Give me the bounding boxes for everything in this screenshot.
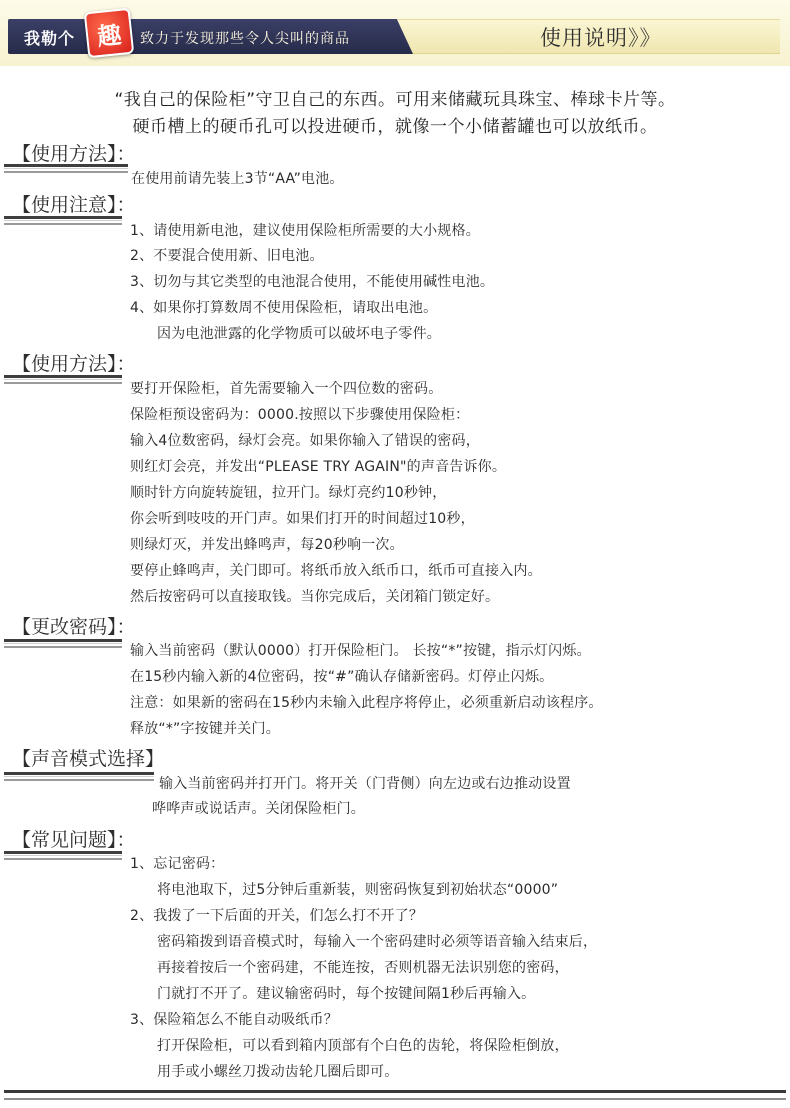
faq-line: 门就打不开了。建议输密码时，每个按键间隔1秒后再输入。 <box>157 986 536 1002</box>
section-heading-notes: 【使用注意】： <box>12 194 136 216</box>
password-line: 输入当前密码（默认0000）打开保险柜门。 长按“*”按键，指示灯闪烁。 <box>130 643 591 659</box>
section-heading-usage: 【使用方法】： <box>12 143 136 165</box>
section-rule <box>4 639 122 648</box>
intro-line-2: 硬币槽上的硬币孔可以投进硬币，就像一个小储蓄罐也可以放纸币。 <box>132 117 658 137</box>
usage-step-line: 你会听到吱吱的开门声。如果们打开的时间超过10秒， <box>130 511 475 527</box>
usage-step-line: 要停止蜂鸣声，关门即可。将纸币放入纸币口，纸币可直接入内。 <box>130 563 542 579</box>
faq-line: 3、保险箱怎么不能自动吸纸币？ <box>130 1012 338 1028</box>
faq-line: 1、忘记密码： <box>130 856 225 872</box>
intro-line-1: “我自己的保险柜”守卫自己的东西。可用来储藏玩具珠宝、棒球卡片等。 <box>114 90 676 110</box>
sound-line: 哗哗声或说话声。关闭保险柜门。 <box>152 801 365 817</box>
usage-step-line: 然后按密码可以直接取钱。当你完成后，关闭箱门锁定好。 <box>130 589 500 605</box>
faq-line: 2、我拨了一下后面的开关，们怎么打不开了？ <box>130 908 424 924</box>
section-rule <box>4 375 122 384</box>
password-line: 注意：如果新的密码在15秒内未输入此程序将停止，必须重新启动该程序。 <box>130 695 603 711</box>
faq-line: 将电池取下，过5分钟后重新装，则密码恢复到初始状态“0000” <box>157 882 559 898</box>
sound-line: 输入当前密码并打开门。将开关（门背侧）向左边或右边推动设置 <box>159 776 571 792</box>
notes-line: 2、不要混合使用新、旧电池。 <box>130 248 324 264</box>
notes-line: 4、如果你打算数周不使用保险柜，请取出电池。 <box>130 300 438 316</box>
notes-line: 1、请使用新电池，建议使用保险柜所需要的大小规格。 <box>130 223 480 239</box>
tagline: 致力于发现那些令人尖叫的商品 <box>140 31 350 47</box>
section-rule <box>4 164 128 173</box>
faq-line: 再接着按后一个密码建，不能连按，否则机器无法识别您的密码， <box>157 960 569 976</box>
usage-step-line: 输入4位数密码，绿灯会亮。如果你输入了错误的密码， <box>130 433 480 449</box>
usage-step-line: 要打开保险柜，首先需要输入一个四位数的密码。 <box>130 381 443 397</box>
section-heading-change-password: 【更改密码】： <box>12 616 136 638</box>
fun-badge-text: 趣 <box>95 20 123 51</box>
usage-line: 在使用前请先装上3节“AA”电池。 <box>131 171 344 187</box>
section-heading-usage-steps: 【使用方法】： <box>12 353 136 375</box>
section-heading-faq: 【常见问题】： <box>12 829 136 851</box>
notes-line: 3、切勿与其它类型的电池混合使用，不能使用碱性电池。 <box>130 274 495 290</box>
notes-line: 因为电池泄露的化学物质可以破坏电子零件。 <box>157 326 441 342</box>
usage-step-line: 则绿灯灭，并发出蜂鸣声，每20秒响一次。 <box>130 537 404 553</box>
faq-line: 密码箱拨到语音模式时，每输入一个密码建时必须等语音输入结束后， <box>157 934 598 950</box>
usage-step-line: 则红灯会亮，并发出“PLEASE TRY AGAIN"的声音告诉你。 <box>130 459 507 475</box>
section-rule <box>4 851 122 860</box>
header-banner <box>0 0 790 66</box>
brand-name: 我勒个 <box>24 29 76 48</box>
section-rule <box>4 216 122 225</box>
password-line: 在15秒内输入新的4位密码，按“#”确认存储新密码。灯停止闪烁。 <box>130 669 554 685</box>
manual-title: 使用说明》》 <box>540 26 662 50</box>
section-heading-sound-mode: 【声音模式选择】 <box>12 748 165 770</box>
faq-line: 打开保险柜，可以看到箱内顶部有个白色的齿轮，将保险柜倒放， <box>157 1038 569 1054</box>
fun-badge-logo <box>84 8 135 59</box>
bottom-rule <box>4 1090 786 1100</box>
password-line: 释放“*”字按键并关门。 <box>130 721 280 737</box>
section-rule <box>4 772 154 781</box>
faq-line: 用手或小螺丝刀拨动齿轮几圈后即可。 <box>157 1064 399 1080</box>
usage-step-line: 保险柜预设密码为：0000.按照以下步骤使用保险柜： <box>130 407 470 423</box>
usage-step-line: 顺时针方向旋转旋钮，拉开门。绿灯亮约10秒钟， <box>130 485 447 501</box>
